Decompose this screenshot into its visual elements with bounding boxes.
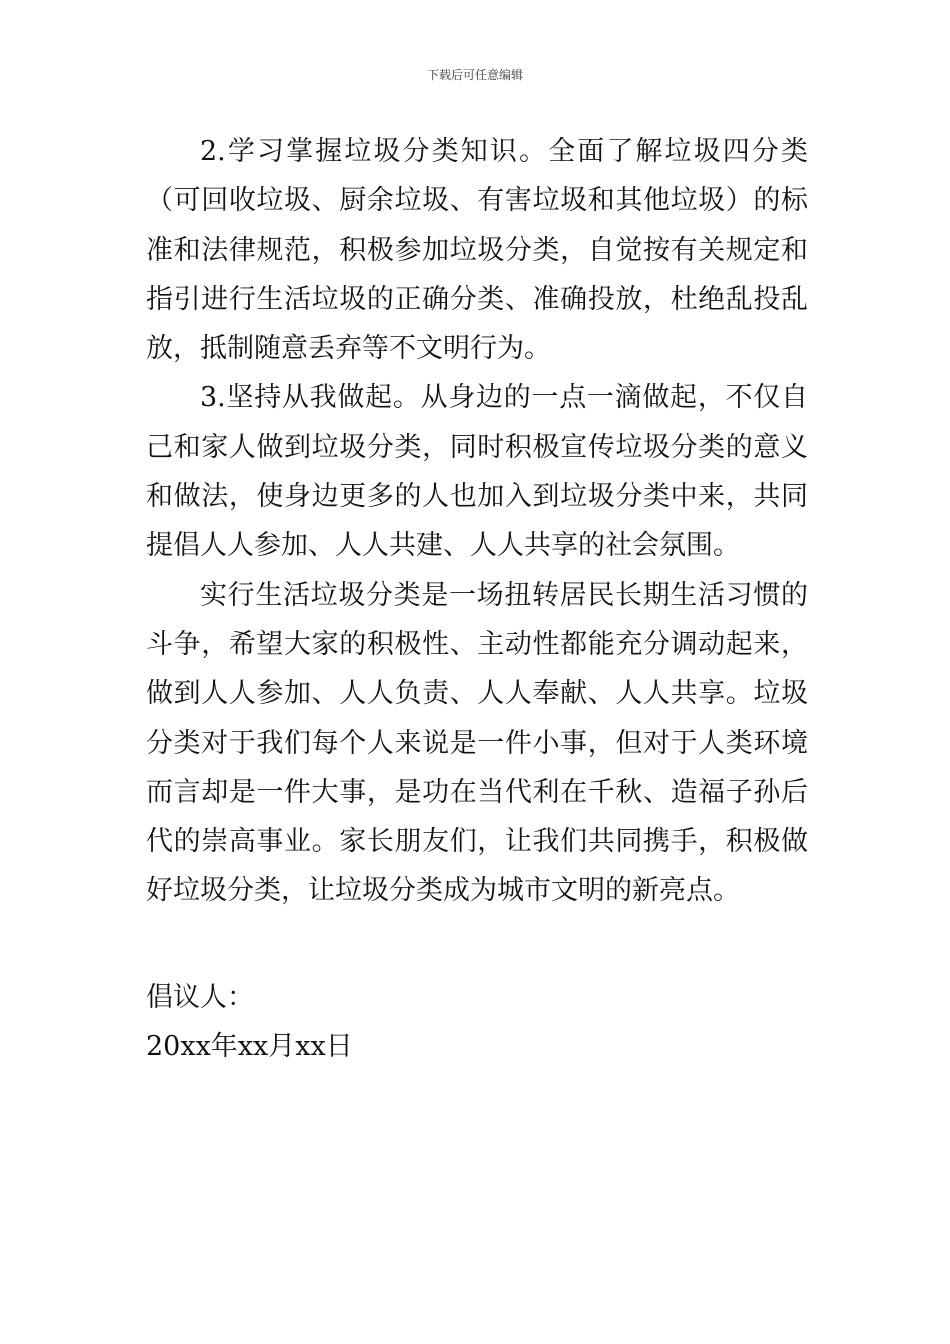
document-body <box>146 127 808 916</box>
paragraph-item-2: 2.学习掌握垃圾分类知识。全面了解垃圾四分类（可回收垃圾、厨余垃圾、有害垃圾和其他垃圾）的标准和法律规范，积极参加垃圾分类，自觉按有关规定和指引进行生活垃圾的正确分类、准确投放，杜绝乱投乱放，抵制随意丢弃等不文明行为。 <box>146 136 808 365</box>
signer-label: 倡议人： <box>146 982 254 1013</box>
signature-date: 20xx年xx月xx日 <box>146 1031 353 1062</box>
page-header-note: 下载后可任意编辑 <box>426 68 523 82</box>
paragraph-item-3: 3.坚持从我做起。从身边的一点一滴做起，不仅自己和家人做到垃圾分类，同时积极宣传垃圾分类的意义和做法，使身边更多的人也加入到垃圾分类中来，共同提倡人人参加、人人共建、人人共享的社会氛围。 <box>146 382 808 562</box>
paragraph-closing: 实行生活垃圾分类是一场扭转居民长期生活习惯的斗争，希望大家的积极性、主动性都能充分调动起来，做到人人参加、人人负责、人人奉献、人人共享。垃圾分类对于我们每个人来说是一件小事，但对于人类环境而言却是一件大事，是功在当代利在千秋、造福子孙后代的崇高事业。家长朋友们，让我们共同携手，积极做好垃圾分类，让垃圾分类成为城市文明的新亮点。 <box>146 579 808 907</box>
